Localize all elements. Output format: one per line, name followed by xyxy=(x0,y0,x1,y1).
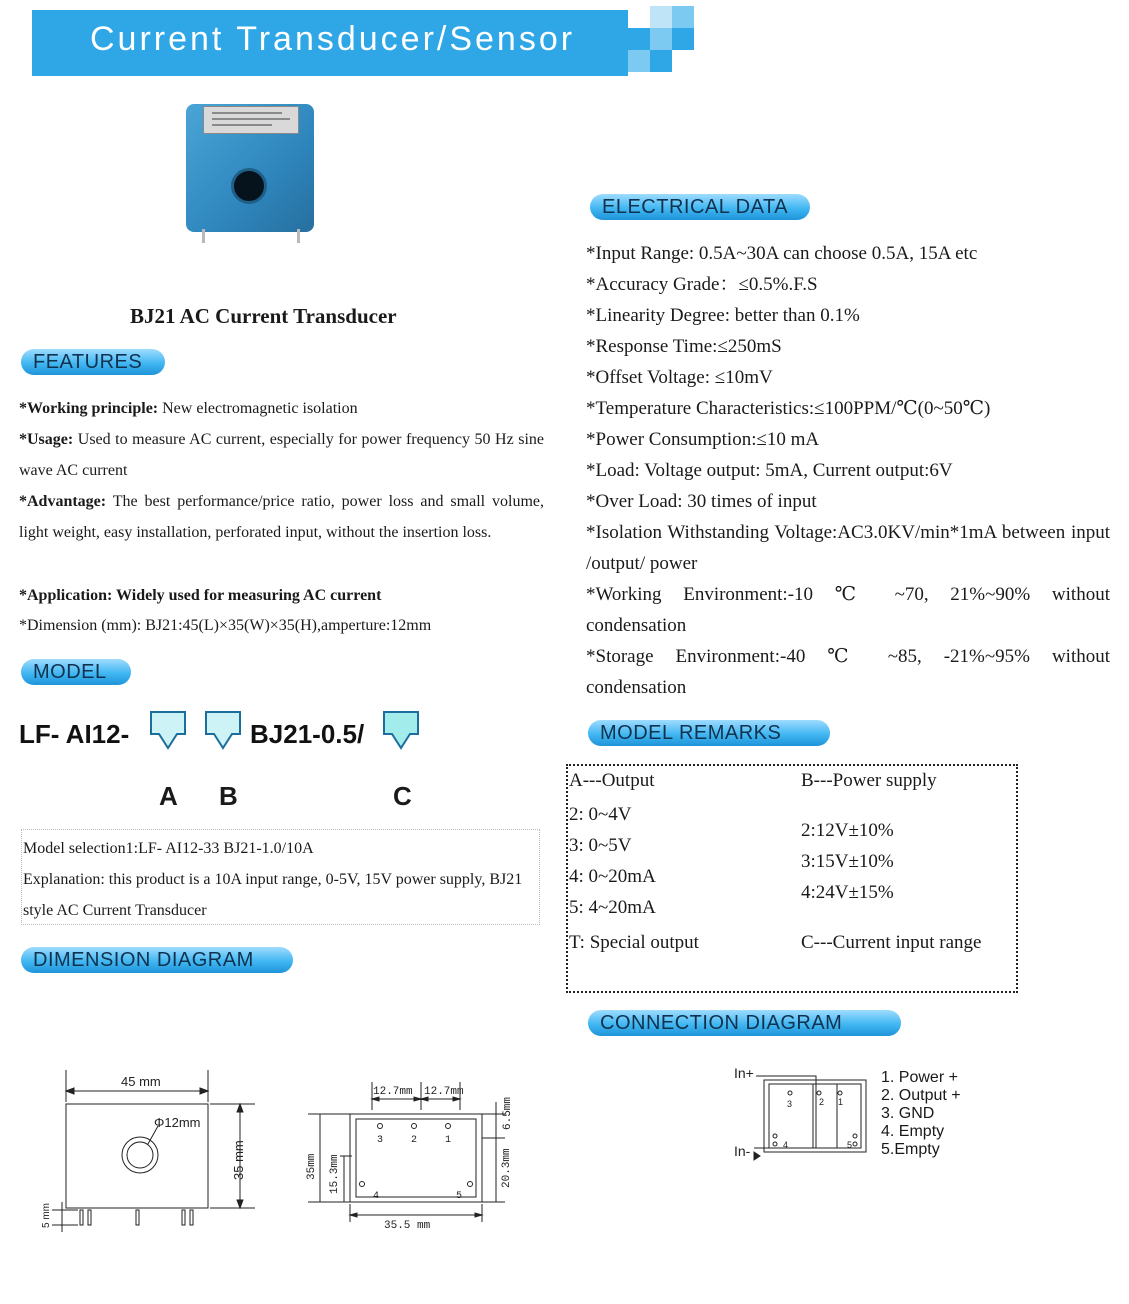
model-slot-c-icon xyxy=(382,710,420,752)
remarks-power-title: B---Power supply xyxy=(801,770,937,791)
dim-pin-3: 3 xyxy=(377,1135,384,1146)
model-prefix: LF- AI12- xyxy=(19,719,130,749)
model-middle: BJ21-0.5/ xyxy=(250,719,365,749)
model-slot-a-icon xyxy=(149,710,187,752)
in-minus-label: In- xyxy=(734,1143,751,1159)
dim-pin-1: 1 xyxy=(445,1135,452,1146)
model-slot-b-icon xyxy=(204,710,242,752)
electrical-item: *Isolation Withstanding Voltage:AC3.0KV/min*1mA between input /output/ power xyxy=(586,522,1110,574)
conn-pin-1: 1 xyxy=(838,1097,844,1107)
electrical-item: *Storage Environment:-40 ℃ ~85, -21%~95% without condensation xyxy=(586,646,1110,698)
feature-usage: *Usage: Used to measure AC current, especially for power frequency 50 Hz sine wave AC current xyxy=(19,431,544,479)
electrical-heading: ELECTRICAL DATA xyxy=(590,194,810,220)
bottom-width-label: 35.5 mm xyxy=(384,1220,431,1232)
left-height-label: 35mm xyxy=(306,1153,318,1180)
conn-pin-3: 3 xyxy=(787,1099,793,1109)
model-letter-a: A xyxy=(159,781,178,811)
inner-height-label: 15.3mm xyxy=(329,1154,341,1194)
pin-length-label: 5 mm xyxy=(41,1203,52,1228)
electrical-item: *Working Environment:-10 ℃ ~70, 21%~90% without condensation xyxy=(586,584,1110,636)
remarks-output-item: 5: 4~20mA xyxy=(569,897,656,918)
remarks-output-item: 2: 0~4V xyxy=(569,804,632,825)
electrical-item: *Accuracy Grade：≤0.5%.F.S xyxy=(586,274,818,295)
front-view-diagram xyxy=(30,1062,290,1237)
electrical-item: *Input Range: 0.5A~30A can choose 0.5A, 15A etc xyxy=(586,243,978,264)
feature-advantage: *Advantage: The best performance/price ratio, power loss and small volume, light weight, easy installation, perforated input, without the insertion loss. xyxy=(19,493,544,541)
pin-legend-item: 2. Output + xyxy=(881,1087,961,1104)
model-selection-text xyxy=(23,833,543,926)
product-pin xyxy=(202,229,205,243)
electrical-item: *Offset Voltage: ≤10mV xyxy=(586,367,773,388)
pitch-label-1: 12.7mm xyxy=(373,1086,413,1098)
model-explanation: Explanation: this product is a 10A input range, 0-5V, 15V power supply, BJ21 style AC Current Transducer xyxy=(23,871,523,919)
model-letter-c: C xyxy=(393,781,412,811)
aperture-hole xyxy=(231,168,267,204)
electrical-list xyxy=(586,238,1110,703)
pin-legend-item: 4. Empty xyxy=(881,1123,945,1140)
electrical-item: *Power Consumption:≤10 mA xyxy=(586,429,820,450)
dim-pin-4: 4 xyxy=(373,1191,380,1202)
feature-working: *Working principle: New electromagnetic isolation xyxy=(19,400,358,417)
in-plus-label: In+ xyxy=(734,1065,754,1081)
pin-legend xyxy=(881,1069,961,1159)
conn-pin-4: 4 xyxy=(783,1140,789,1150)
model-letter-b: B xyxy=(219,781,238,811)
conn-pin-2: 2 xyxy=(819,1097,825,1107)
dim-pin-2: 2 xyxy=(411,1135,418,1146)
pin-legend-item: 3. GND xyxy=(881,1105,935,1122)
electrical-item: *Over Load: 30 times of input xyxy=(586,491,817,512)
product-label-plate xyxy=(203,106,299,134)
remarks-power-item: 3:15V±10% xyxy=(801,851,894,872)
model-heading: MODEL xyxy=(21,659,131,685)
feature-application: *Application: Widely used for measuring AC current xyxy=(19,587,382,604)
dim-pin-5: 5 xyxy=(456,1191,463,1202)
remarks-power-item: 4:24V±15% xyxy=(801,882,894,903)
features-heading: FEATURES xyxy=(21,349,165,375)
remarks-current-title: C---Current input range xyxy=(801,932,982,953)
electrical-item: *Load: Voltage output: 5mA, Current output:6V xyxy=(586,460,953,481)
top-offset-label: 6.5mm xyxy=(502,1096,514,1130)
pin-legend-item: 1. Power + xyxy=(881,1069,958,1086)
remarks-output-title: A---Output xyxy=(569,770,655,791)
connection-heading: CONNECTION DIAGRAM xyxy=(588,1010,901,1036)
model-selection: Model selection1:LF- AI12-33 BJ21-1.0/10A xyxy=(23,840,314,857)
conn-pin-5: 5 xyxy=(847,1140,853,1150)
height-label: 35 mm xyxy=(231,1140,246,1180)
electrical-item: *Response Time:≤250mS xyxy=(586,336,782,357)
right-height-label: 20.3mm xyxy=(501,1148,513,1188)
bottom-view-diagram xyxy=(300,1082,530,1232)
electrical-item: *Temperature Characteristics:≤100PPM/℃(0~50℃) xyxy=(586,398,991,419)
product-pin xyxy=(297,229,300,243)
remarks-heading: MODEL REMARKS xyxy=(588,720,830,746)
feature-dimension: *Dimension (mm): BJ21:45(L)×35(W)×35(H),amperture:12mm xyxy=(19,617,432,634)
pin-legend-item: 5.Empty xyxy=(881,1141,940,1158)
remarks-special: T: Special output xyxy=(569,932,699,953)
page-title: Current Transducer/Sensor xyxy=(90,20,576,58)
remarks-power-item: 2:12V±10% xyxy=(801,820,894,841)
remarks-output-item: 3: 0~5V xyxy=(569,835,632,856)
dimension-heading: DIMENSION DIAGRAM xyxy=(21,947,293,973)
remarks-output-item: 4: 0~20mA xyxy=(569,866,656,887)
hole-label: Φ12mm xyxy=(154,1115,201,1130)
width-label: 45 mm xyxy=(121,1074,161,1089)
product-name: BJ21 AC Current Transducer xyxy=(130,304,397,328)
electrical-item: *Linearity Degree: better than 0.1% xyxy=(586,305,860,326)
connection-diagram xyxy=(730,1062,875,1172)
pitch-label-2: 12.7mm xyxy=(424,1086,464,1098)
